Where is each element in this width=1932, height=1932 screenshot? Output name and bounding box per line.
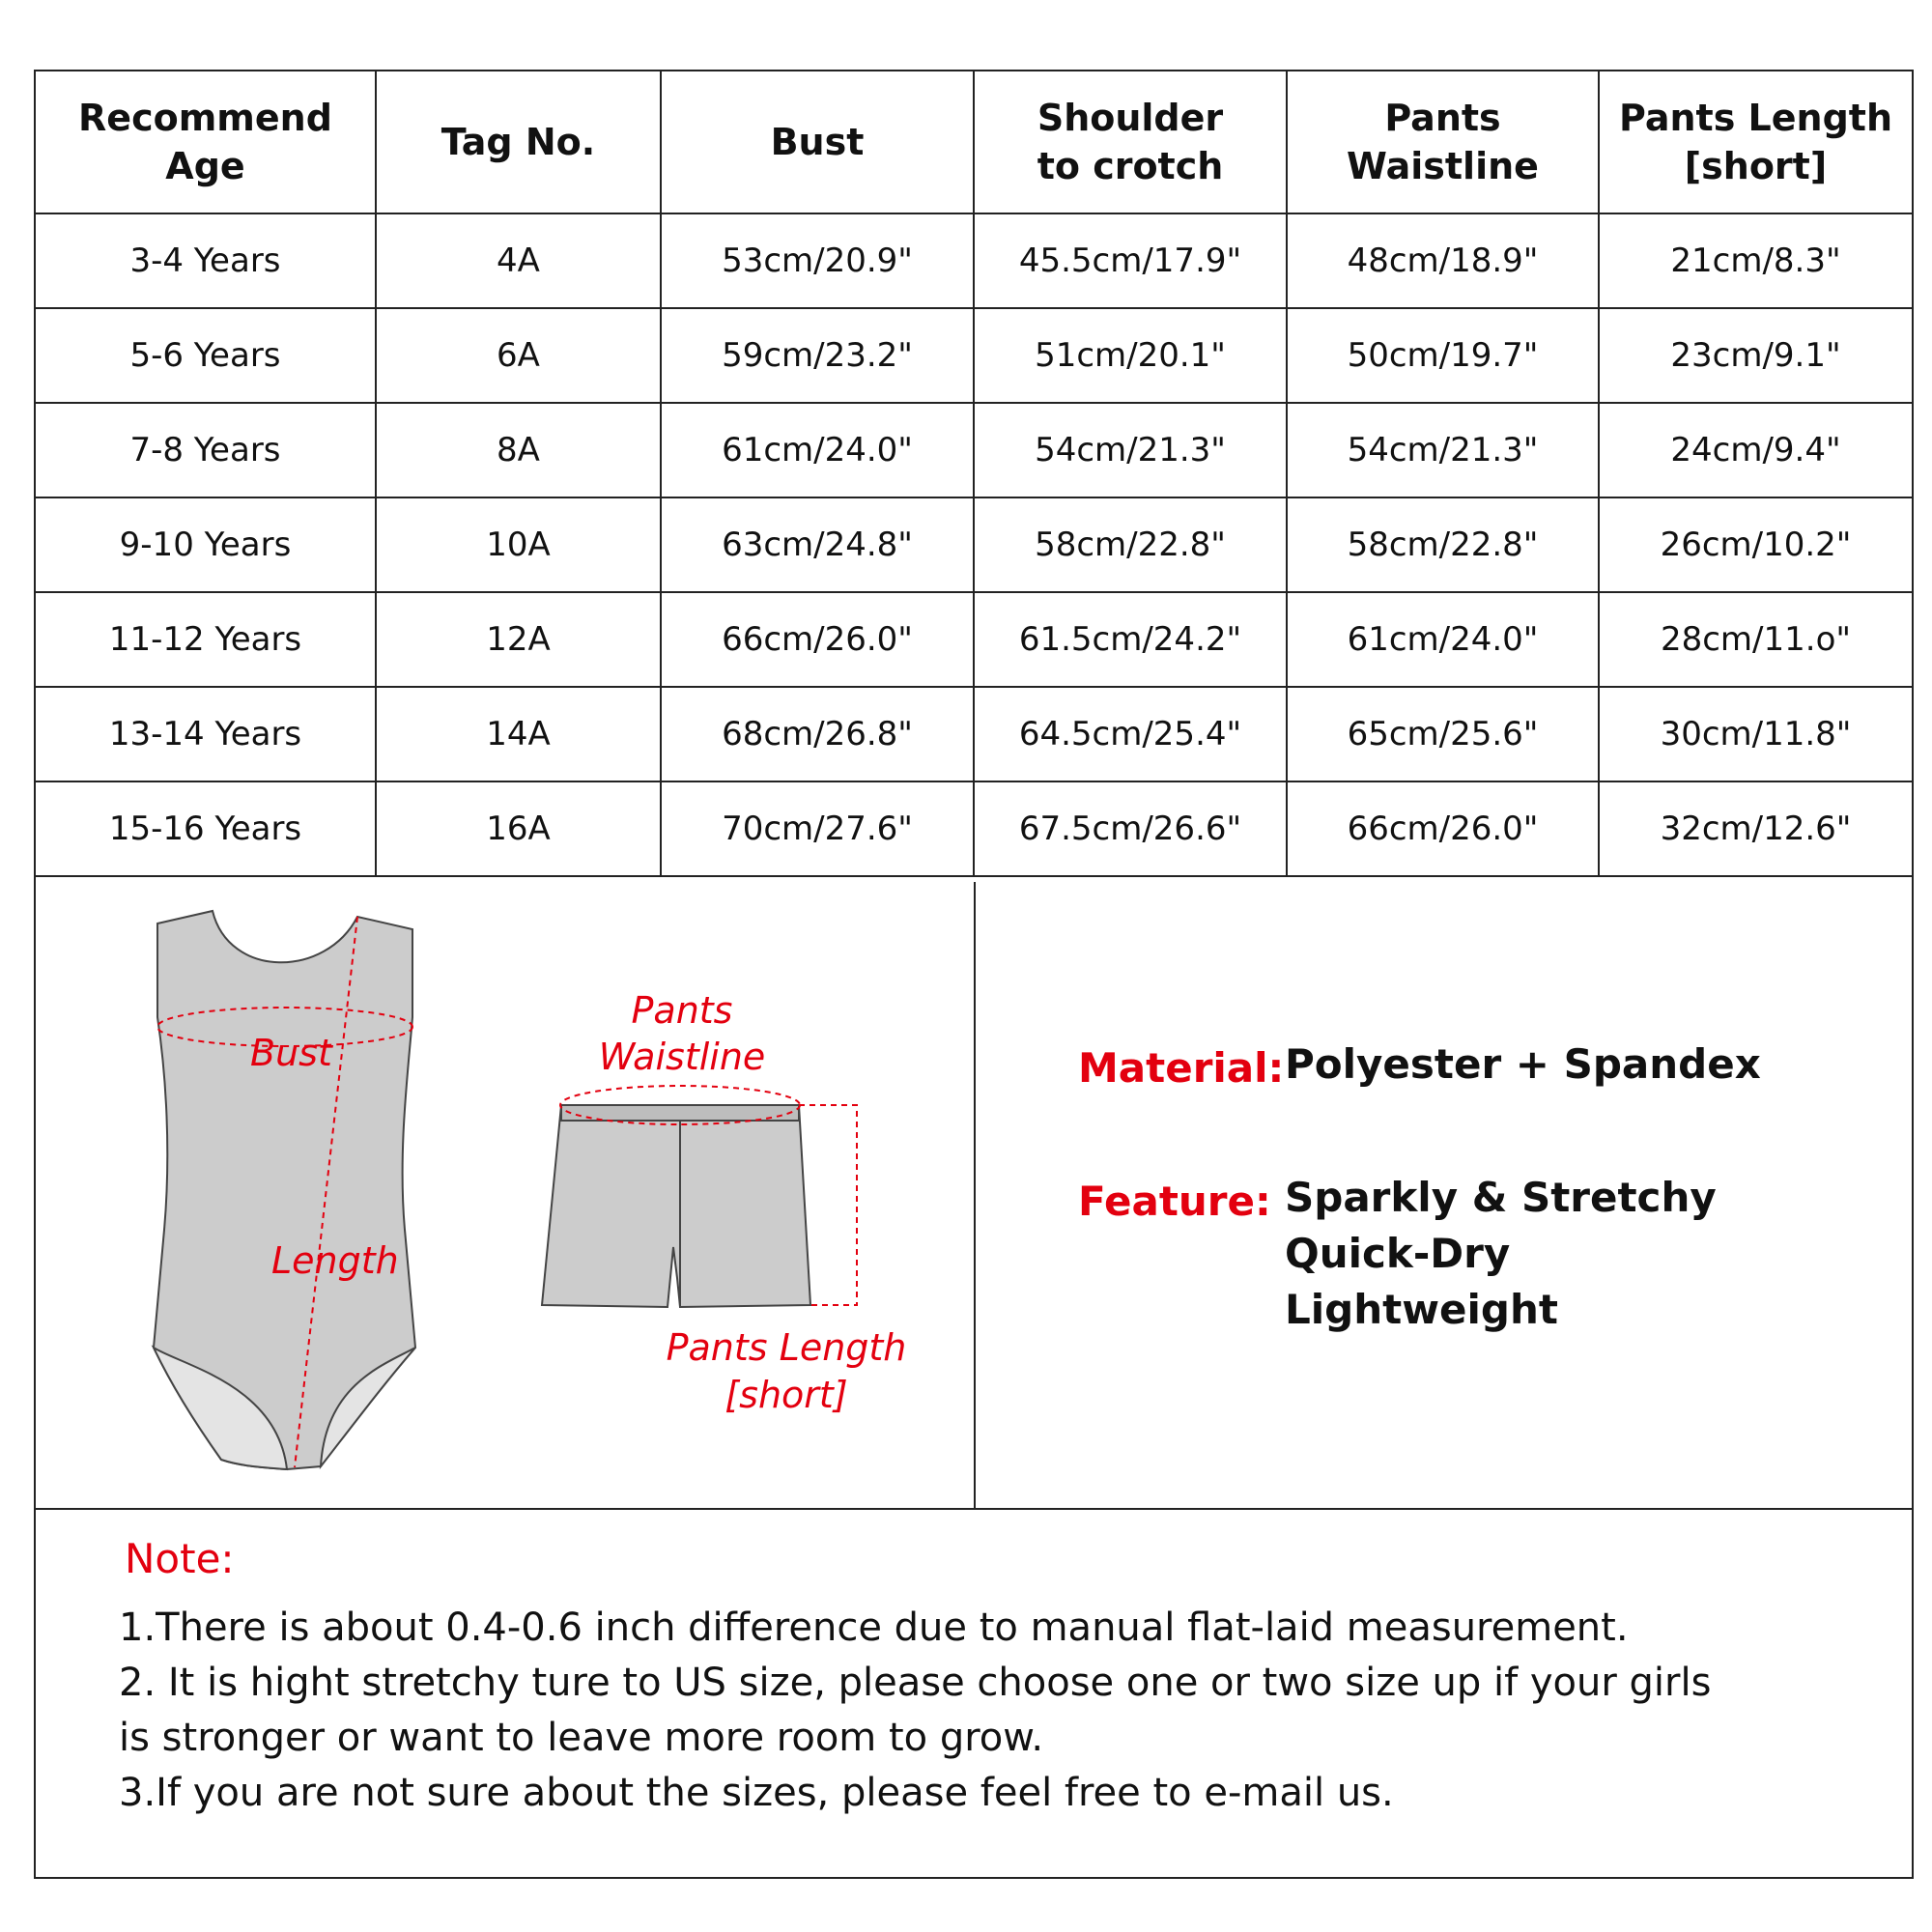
table-row	[36, 592, 1912, 687]
cell-pants-waistline: 50cm/19.7"	[1287, 308, 1599, 403]
cell-pants-length: 23cm/9.1"	[1599, 308, 1912, 403]
length-label: Length	[271, 1239, 399, 1282]
shorts-figure	[542, 989, 906, 1416]
cell-pants-waistline: 65cm/25.6"	[1287, 687, 1599, 781]
cell-bust: 63cm/24.8"	[661, 497, 974, 592]
header-pants-length: Pants Length [short]	[1599, 71, 1912, 213]
cell-age: 3-4 Years	[36, 213, 376, 308]
cell-tag: 10A	[376, 497, 661, 592]
feature-label: Feature:	[1078, 1178, 1271, 1225]
cell-tag: 14A	[376, 687, 661, 781]
cell-shoulder-to-crotch: 54cm/21.3"	[974, 403, 1287, 497]
shorts-body	[542, 1105, 810, 1307]
table-header-row	[36, 71, 1912, 213]
cell-pants-length: 21cm/8.3"	[1599, 213, 1912, 308]
cell-shoulder-to-crotch: 64.5cm/25.4"	[974, 687, 1287, 781]
cell-tag: 8A	[376, 403, 661, 497]
cell-shoulder-to-crotch: 45.5cm/17.9"	[974, 213, 1287, 308]
feature-list	[1285, 1170, 1717, 1338]
cell-pants-length: 24cm/9.4"	[1599, 403, 1912, 497]
cell-shoulder-to-crotch: 61.5cm/24.2"	[974, 592, 1287, 687]
header-recommend-age: Recommend Age	[36, 71, 376, 213]
cell-bust: 61cm/24.0"	[661, 403, 974, 497]
pants-length-label-line2: [short]	[724, 1374, 848, 1416]
size-chart-sheet	[34, 70, 1914, 1879]
cell-age: 7-8 Years	[36, 403, 376, 497]
cell-shoulder-to-crotch: 51cm/20.1"	[974, 308, 1287, 403]
note-line: 2. It is hight stretchy ture to US size, please choose one or two size up if your girls	[119, 1661, 1712, 1705]
cell-bust: 66cm/26.0"	[661, 592, 974, 687]
note-list	[119, 1601, 1877, 1821]
material-value: Polyester + Spandex	[1285, 1040, 1761, 1088]
cell-age: 15-16 Years	[36, 781, 376, 876]
cell-bust: 70cm/27.6"	[661, 781, 974, 876]
product-info-panel	[976, 882, 1912, 1510]
cell-age: 5-6 Years	[36, 308, 376, 403]
feature-item: Quick-Dry	[1285, 1230, 1511, 1277]
header-tag-no: Tag No.	[376, 71, 661, 213]
cell-pants-waistline: 54cm/21.3"	[1287, 403, 1599, 497]
bust-label: Bust	[250, 1032, 332, 1074]
note-line: 3.If you are not sure about the sizes, please feel free to e-mail us.	[119, 1771, 1394, 1815]
cell-bust: 53cm/20.9"	[661, 213, 974, 308]
header-shoulder-to-crotch: Shoulder to crotch	[974, 71, 1287, 213]
cell-pants-waistline: 58cm/22.8"	[1287, 497, 1599, 592]
table-row	[36, 781, 1912, 876]
garment-diagram	[36, 882, 974, 1508]
feature-item: Sparkly & Stretchy	[1285, 1174, 1717, 1221]
header-pants-waistline: Pants Waistline	[1287, 71, 1599, 213]
table-row	[36, 308, 1912, 403]
cell-bust: 68cm/26.8"	[661, 687, 974, 781]
pants-length-label-line1: Pants Length	[666, 1326, 907, 1369]
cell-pants-length: 30cm/11.8"	[1599, 687, 1912, 781]
note-line: 1.There is about 0.4-0.6 inch difference due to manual flat-laid measurement.	[119, 1605, 1629, 1650]
cell-shoulder-to-crotch: 58cm/22.8"	[974, 497, 1287, 592]
cell-pants-waistline: 48cm/18.9"	[1287, 213, 1599, 308]
leotard-figure	[154, 911, 415, 1469]
cell-bust: 59cm/23.2"	[661, 308, 974, 403]
material-label: Material:	[1078, 1044, 1285, 1092]
cell-age: 11-12 Years	[36, 592, 376, 687]
cell-pants-waistline: 66cm/26.0"	[1287, 781, 1599, 876]
size-table	[36, 71, 1912, 877]
cell-pants-length: 28cm/11.o"	[1599, 592, 1912, 687]
table-row	[36, 403, 1912, 497]
cell-age: 13-14 Years	[36, 687, 376, 781]
cell-shoulder-to-crotch: 67.5cm/26.6"	[974, 781, 1287, 876]
measurement-illustration-panel	[36, 882, 976, 1510]
table-row	[36, 687, 1912, 781]
waistline-label-line1: Pants	[631, 989, 733, 1032]
table-row	[36, 213, 1912, 308]
note-title: Note:	[125, 1535, 235, 1582]
cell-pants-length: 26cm/10.2"	[1599, 497, 1912, 592]
notes-section	[36, 1510, 1912, 1877]
cell-tag: 4A	[376, 213, 661, 308]
note-line: is stronger or want to leave more room to grow.	[119, 1716, 1044, 1760]
header-bust: Bust	[661, 71, 974, 213]
waistline-label-line2: Waistline	[598, 1036, 766, 1078]
cell-pants-length: 32cm/12.6"	[1599, 781, 1912, 876]
table-row	[36, 497, 1912, 592]
cell-tag: 6A	[376, 308, 661, 403]
cell-tag: 12A	[376, 592, 661, 687]
cell-pants-waistline: 61cm/24.0"	[1287, 592, 1599, 687]
feature-item: Lightweight	[1285, 1286, 1558, 1333]
cell-tag: 16A	[376, 781, 661, 876]
cell-age: 9-10 Years	[36, 497, 376, 592]
